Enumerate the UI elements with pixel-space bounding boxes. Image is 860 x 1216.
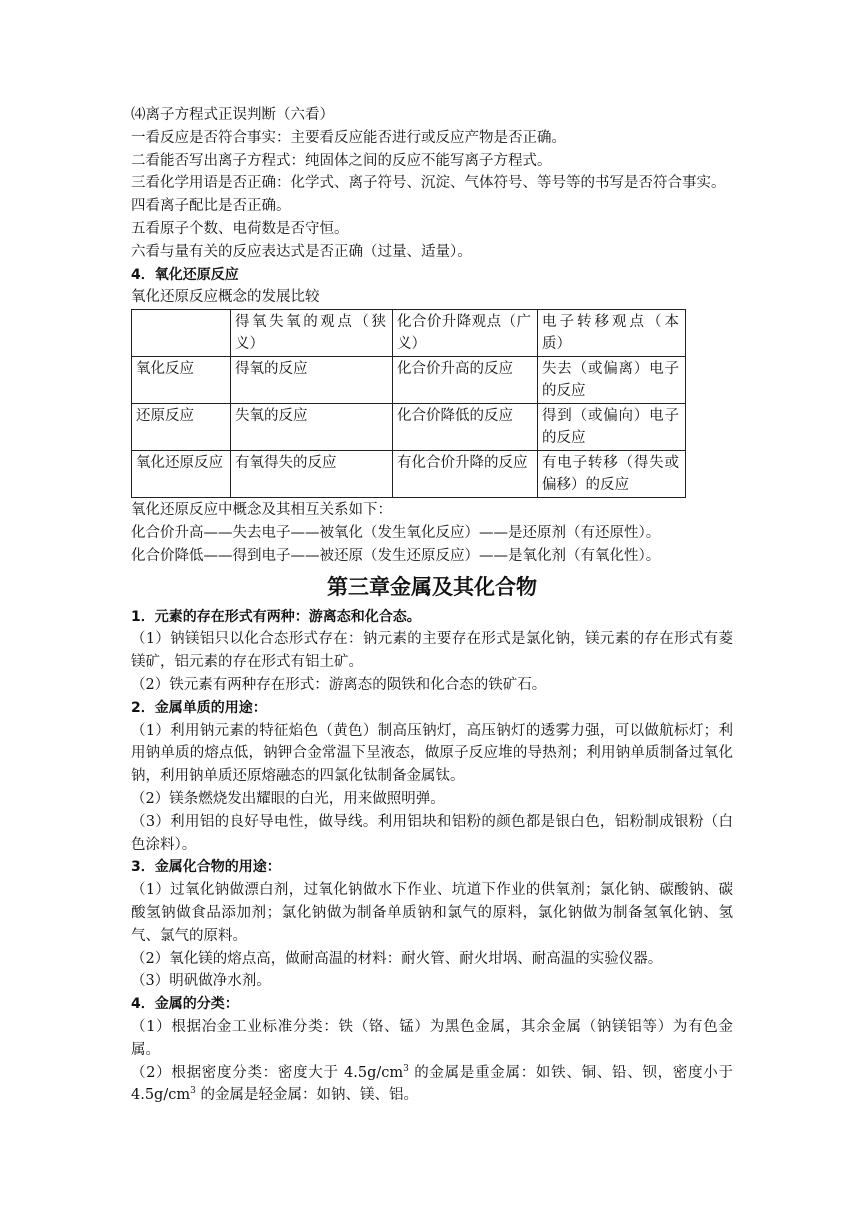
ionic-rule-1: 一看反应是否符合事实：主要看反应能否进行或反应产物是否正确。 bbox=[131, 129, 566, 146]
table-header-row bbox=[132, 310, 686, 357]
table-row bbox=[132, 404, 686, 451]
ionic-rule-4: 四看离子配比是否正确。 bbox=[131, 198, 291, 215]
redox-comparison-table bbox=[131, 309, 686, 498]
table-cell: 还原反应 bbox=[132, 404, 231, 451]
redox-heading: 4．氧化还原反应 bbox=[131, 266, 239, 283]
ionic-rule-2: 二看能否写出离子方程式：纯固体之间的反应不能写离子方程式。 bbox=[131, 152, 552, 169]
table-cell: 化合价降低的反应 bbox=[393, 404, 538, 451]
table-cell: 失氧的反应 bbox=[231, 404, 393, 451]
chapter-title: 第三章金属及其化合物 bbox=[327, 574, 537, 599]
table-header-cell: 得氧失氧的观点（狭义） bbox=[231, 310, 393, 357]
section-heading-4: 4．金属的分类： bbox=[131, 996, 239, 1013]
table-cell: 氧化还原反应 bbox=[132, 451, 231, 498]
section-4-para-1: （1）根据冶金工业标准分类：铁（铬、锰）为黑色金属，其余金属（钠镁铝等）为有色金属。 bbox=[131, 1018, 733, 1058]
table-header-cell bbox=[132, 310, 231, 357]
table-cell: 失去（或偏离）电子的反应 bbox=[538, 357, 686, 404]
redox-relation-line-2: 化合价降低——得到电子——被还原（发生还原反应）——是氧化剂（有氧化性）。 bbox=[131, 547, 661, 564]
redox-table-caption: 氧化还原反应概念的发展比较 bbox=[131, 289, 320, 306]
redox-relation-intro: 氧化还原反应中概念及其相互关系如下： bbox=[131, 502, 392, 519]
section-heading-3: 3．金属化合物的用途： bbox=[131, 859, 281, 876]
table-cell: 有电子转移（得失或偏移）的反应 bbox=[538, 451, 686, 498]
density-text-1: （2）根据密度分类：密度大于 4.5g/cm bbox=[131, 1064, 404, 1081]
density-text-3: 的金属是轻金属：如钠、镁、铝。 bbox=[195, 1087, 418, 1104]
table-cell: 得到（或偏向）电子的反应 bbox=[538, 404, 686, 451]
section-1-para-1: （1）钠镁铝只以化合态形式存在：钠元素的主要存在形式是氯化钠，镁元素的存在形式有菱镁矿，铝元素的存在形式有铝土矿。 bbox=[131, 631, 733, 671]
ionic-rule-5: 五看原子个数、电荷数是否守恒。 bbox=[131, 220, 349, 237]
ionic-rule-6: 六看与量有关的反应表达式是否正确（过量、适量）。 bbox=[131, 243, 472, 260]
section-2-para-1: （1）利用钠元素的特征焰色（黄色）制高压钠灯，高压钠灯的透雾力强，可以做航标灯；利用钠单质的熔点低，钠钾合金常温下呈液态，做原子反应堆的导热剂；利用钠单质制备过氧化钠，利用钠单质还原熔融态的四氯化钛制备金属钛。 bbox=[131, 722, 733, 785]
section-3-para-1: （1）过氧化钠做漂白剂，过氧化钠做水下作业、坑道下作业的供氧剂；氯化钠、碳酸钠、碳酸氢钠做食品添加剂；氯化钠做为制备单质钠和氯气的原料，氯化钠做为制备氢氧化钠、氢气、氯气的原料。 bbox=[131, 882, 733, 944]
table-row bbox=[132, 451, 686, 498]
superscript-3: 3 bbox=[190, 1086, 196, 1097]
table-cell: 氧化反应 bbox=[132, 357, 231, 404]
ionic-heading: ⑷离子方程式正误判断（六看） bbox=[131, 107, 334, 123]
table-cell: 化合价升高的反应 bbox=[393, 357, 538, 404]
ionic-rule-3: 三看化学用语是否正确：化学式、离子符号、沉淀、气体符号、等号等的书写是否符合事实。 bbox=[131, 175, 726, 192]
table-cell: 有氧得失的反应 bbox=[231, 451, 393, 498]
section-4-para-2 bbox=[131, 1062, 733, 1108]
table-cell: 得氧的反应 bbox=[231, 357, 393, 404]
superscript-3: 3 bbox=[403, 1063, 409, 1074]
section-1-para-2: （2）铁元素有两种存在形式：游离态的陨铁和化合态的铁矿石。 bbox=[131, 676, 547, 693]
table-header-cell: 化合价升降观点（广义） bbox=[393, 310, 538, 357]
section-heading-1: 1．元素的存在形式有两种：游离态和化合态。 bbox=[131, 608, 421, 625]
table-header-cell: 电子转移观点（本质） bbox=[538, 310, 686, 357]
table-cell: 有化合价升降的反应 bbox=[393, 451, 538, 498]
section-2-para-3: （3）利用铝的良好导电性，做导线。利用铝块和铝粉的颜色都是银白色，铝粉制成银粉（白色涂料）。 bbox=[131, 813, 733, 853]
section-heading-2: 2．金属单质的用途： bbox=[131, 699, 267, 716]
section-3-para-3: （3）明矾做净水剂。 bbox=[131, 973, 271, 990]
density-text-2: 的金属是重金属：如铁、铜、铅、钡，密度小于 4.5g/cm bbox=[131, 1064, 734, 1104]
section-2-para-2: （2）镁条燃烧发出耀眼的白光，用来做照明弹。 bbox=[131, 790, 445, 807]
section-3-para-2: （2）氧化镁的熔点高，做耐高温的材料：耐火管、耐火坩埚、耐高温的实验仪器。 bbox=[131, 950, 663, 967]
redox-relation-line-1: 化合价升高——失去电子——被氧化（发生氧化反应）——是还原剂（有还原性）。 bbox=[131, 524, 661, 541]
document-body bbox=[131, 104, 733, 1107]
table-row bbox=[132, 357, 686, 404]
